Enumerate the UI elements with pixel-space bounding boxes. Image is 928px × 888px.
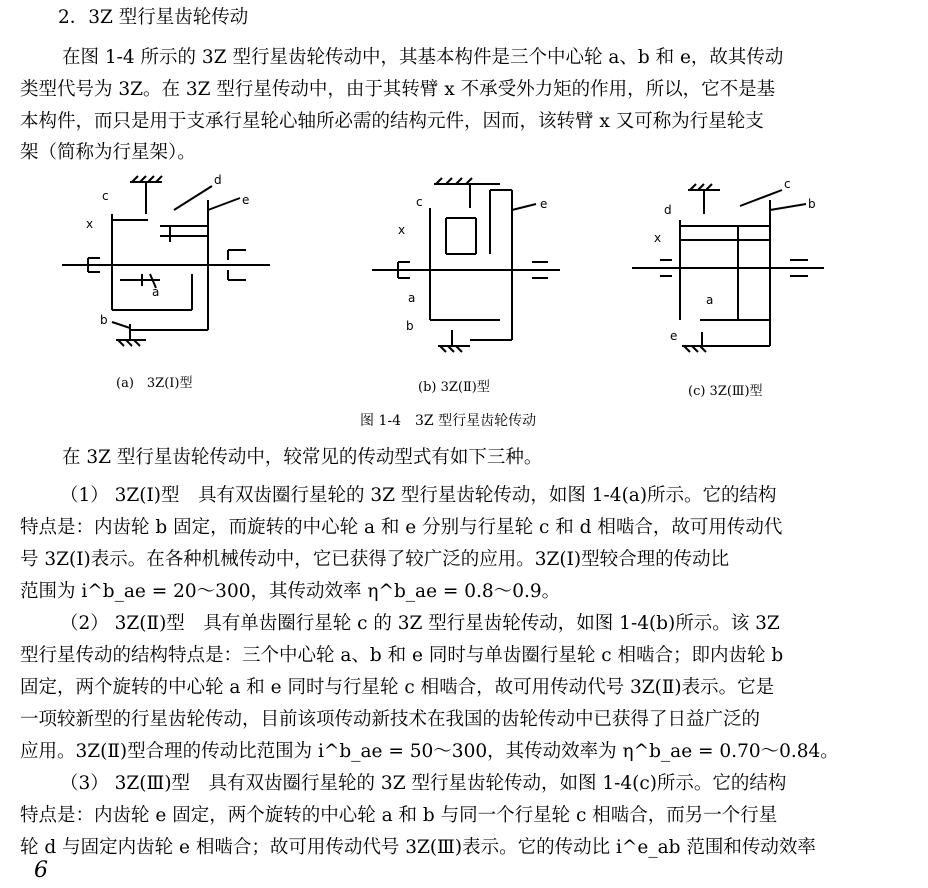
diagram-c [632,177,824,352]
svg-text:d: d [664,203,672,217]
item3-line3: 轮 d 与固定内齿轮 e 相啮合；故可用传动代号 3Z(Ⅲ)表示。它的传动比 i^e_ab 范围和传动效率 [20,837,816,858]
cropped-header-fragment [590,0,595,10]
subcaption-c: (c) 3Z(Ⅲ)型 [688,384,763,399]
svg-text:x: x [86,217,94,231]
svg-text:a: a [408,291,416,305]
svg-text:c: c [416,195,423,209]
svg-text:c: c [784,177,791,191]
para1-line1: 在图 1-4 所示的 3Z 型行星齿轮传动中，其基本构件是三个中心轮 a、b 和 e，故其传动 [62,47,784,68]
svg-text:d: d [214,173,222,187]
para1-line2: 类型代号为 3Z。在 3Z 型行星传动中，由于其转臂 x 不承受外力矩的作用，所以，它不是基 [20,79,776,100]
subcaption-a: (a) 3Z(Ⅰ)型 [116,376,193,391]
item3-line2: 特点是：内齿轮 e 固定，两个旋转的中心轮 a 和 b 与同一个行星轮 c 相啮合，而另一个行星 [20,805,778,826]
section-title: 2．3Z 型行星齿轮传动 [58,7,249,28]
svg-text:e: e [670,329,678,343]
para1-line4: 架（简称为行星架）。 [20,142,196,163]
svg-text:b: b [406,319,414,333]
svg-text:e: e [242,193,250,207]
svg-text:e: e [540,197,548,211]
svg-text:c: c [102,189,109,203]
svg-text:x: x [398,223,406,237]
svg-text:a: a [152,285,160,299]
item2-line3: 固定，两个旋转的中心轮 a 和 e 同时与行星轮 c 相啮合，故可用传动代号 3Z(Ⅱ)表示。它是 [20,677,775,698]
svg-text:b: b [100,313,108,327]
para2: 在 3Z 型行星齿轮传动中，较常见的传动型式有如下三种。 [62,447,543,468]
item1-line3: 号 3Z(Ⅰ)表示。在各种机械传动中，它已获得了较广泛的应用。3Z(Ⅰ)型较合理的传动比 [20,549,730,570]
para1-line3: 本构件，而只是用于支承行星轮心轴所必需的结构元件，因而，该转臂 x 又可称为行星轮支 [20,111,764,132]
item1-line2: 特点是：内齿轮 b 固定，而旋转的中心轮 a 和 e 分别与行星轮 c 和 d 相啮合，故可用传动代 [20,517,783,538]
svg-text:b: b [808,197,816,211]
figure-caption: 图 1-4 3Z 型行星齿轮传动 [360,413,537,429]
item2-line1: （2） 3Z(Ⅱ)型 具有单齿圈行星轮 c 的 3Z 型行星齿轮传动，如图 1-4(b)所示。该 3Z [60,613,780,634]
svg-text:x: x [654,231,662,245]
item1-line1: （1） 3Z(Ⅰ)型 具有双齿圈行星轮的 3Z 型行星齿轮传动，如图 1-4(a)所示。它的结构 [60,485,777,506]
diagram-a [62,173,270,346]
item3-line1: （3） 3Z(Ⅲ)型 具有双齿圈行星轮的 3Z 型行星齿轮传动，如图 1-4(c)所示。它的结构 [60,773,787,794]
item1-line4: 范围为 i^b_ae = 20～300，其传动效率 η^b_ae = 0.8～0.9。 [20,581,561,602]
subcaption-b: (b) 3Z(Ⅱ)型 [418,380,490,395]
svg-text:a: a [706,293,714,307]
page-number: 6 [34,858,48,883]
item2-line5: 应用。3Z(Ⅱ)型合理的传动比范围为 i^b_ae = 50～300，其传动效率为 η^b_ae = 0.70～0.84。 [20,741,839,762]
diagram-b [372,178,560,352]
item2-line4: 一项较新型的行星齿轮传动，目前该项传动新技术在我国的齿轮传动中已获得了日益广泛的 [20,709,761,730]
item2-line2: 型行星传动的结构特点是：三个中心轮 a、b 和 e 同时与单齿圈行星轮 c 相啮合；即内齿轮 b [20,645,784,666]
figure-diagrams [0,170,928,400]
